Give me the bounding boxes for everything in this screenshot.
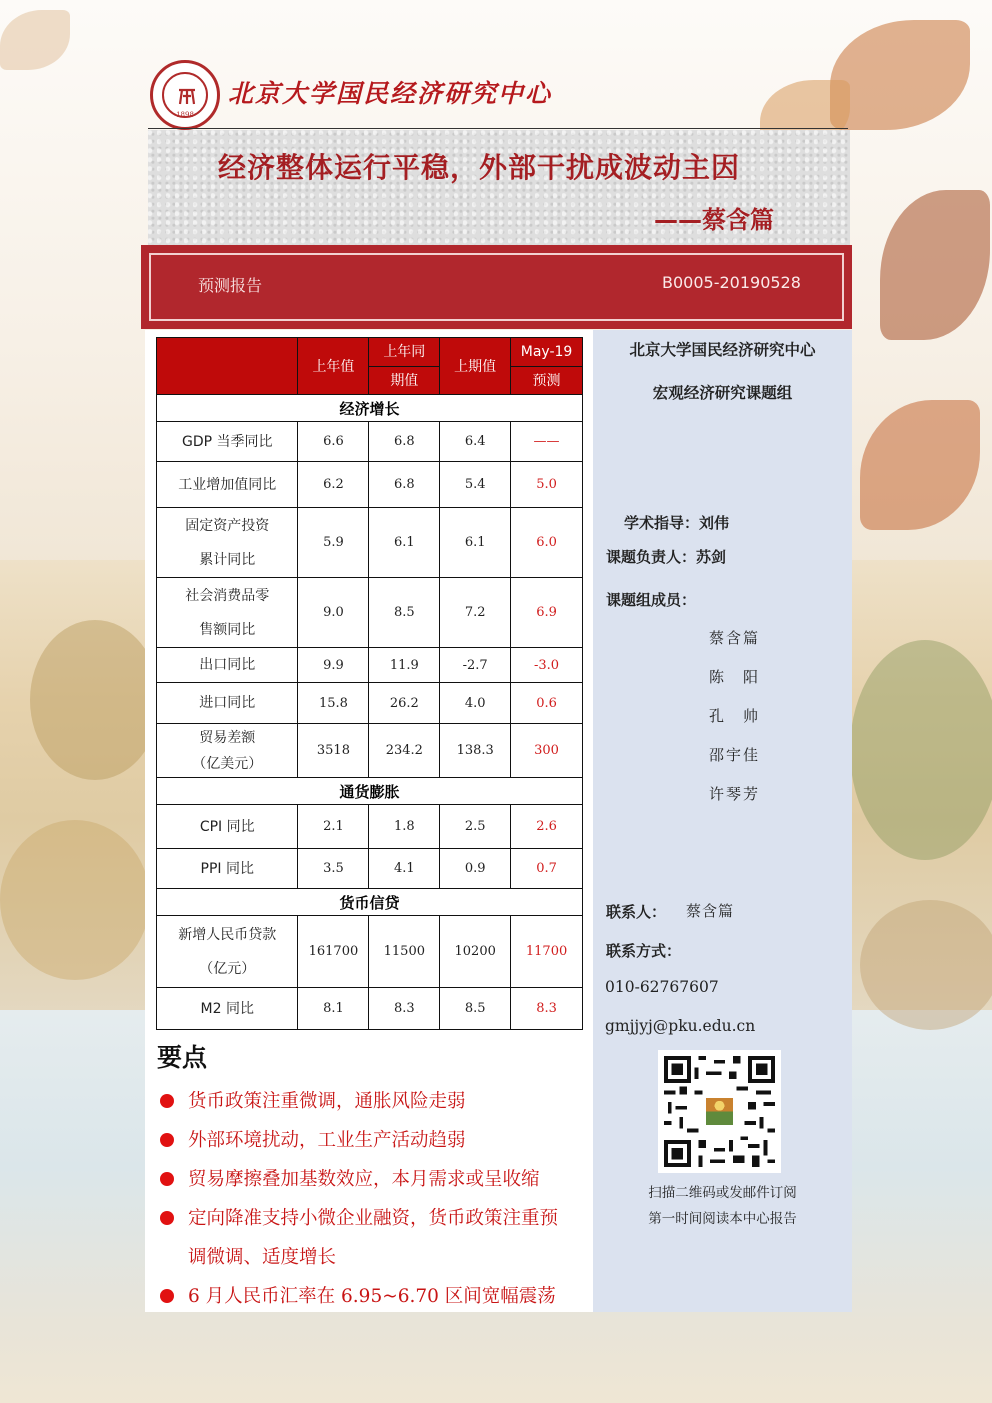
cell-forecast: 6.0 (511, 508, 583, 578)
header-prev-period: 上期值 (440, 338, 511, 395)
cell-prev-period: 6.4 (440, 422, 511, 462)
bullet-dot-icon (160, 1172, 174, 1186)
org-name: 北京大学国民经济研究中心 (228, 79, 553, 108)
section-inflation: 通货膨胀 (157, 778, 583, 805)
header-same-period-line2: 期值 (369, 366, 439, 394)
cell-forecast: 2.6 (511, 805, 583, 849)
member-name: 陈 阳 (709, 668, 761, 686)
tree-shape (850, 640, 992, 860)
subscribe-qr-code[interactable] (658, 1050, 781, 1173)
cell-forecast: 11700 (511, 916, 583, 988)
table-header-row (157, 338, 583, 395)
seal-year: 1898 (176, 111, 194, 119)
cell-prev-year: 15.8 (298, 683, 369, 724)
bullet-dot-icon (160, 1211, 174, 1225)
row-label-line2: 累计同比 (199, 551, 256, 568)
table-row (157, 422, 583, 462)
member-name: 许琴芳 (709, 785, 761, 803)
cell-prev-year: 5.9 (298, 508, 369, 578)
cell-prev-year: 8.1 (298, 988, 369, 1030)
cell-same-period: 11.9 (369, 648, 440, 683)
member-name: 孔 帅 (709, 707, 761, 725)
section-credit: 货币信贷 (157, 889, 583, 916)
row-label (157, 508, 298, 578)
qr-caption-line1: 扫描二维码或发邮件订阅 (648, 1185, 797, 1201)
header-same-period-line1: 上年同 (383, 344, 426, 360)
contact-label: 联系人： (606, 903, 667, 921)
bullet-dot-icon (160, 1094, 174, 1108)
row-label: M2 同比 (157, 988, 298, 1030)
member-name: 邵宇佳 (709, 746, 761, 764)
header-blank-cell (157, 338, 298, 395)
table-row (157, 849, 583, 889)
cell-forecast: 300 (511, 724, 583, 778)
key-point-item (157, 1199, 589, 1238)
key-point-item (157, 1082, 589, 1121)
cell-prev-period: 138.3 (440, 724, 511, 778)
cell-same-period: 11500 (369, 916, 440, 988)
cell-same-period: 26.2 (369, 683, 440, 724)
key-point-text: 调微调、适度增长 (188, 1247, 337, 1268)
forecast-table (156, 337, 583, 1030)
cell-prev-period: 10200 (440, 916, 511, 988)
table-row (157, 462, 583, 508)
tree-shape (0, 820, 150, 980)
cell-forecast: 0.7 (511, 849, 583, 889)
contact-name: 蔡含篇 (686, 902, 735, 920)
sidebar-org: 北京大学国民经济研究中心 (629, 341, 816, 359)
cell-prev-year: 9.0 (298, 578, 369, 648)
bullet-dot-icon (160, 1289, 174, 1303)
cell-forecast: 5.0 (511, 462, 583, 508)
header-prev-year: 上年值 (298, 338, 369, 395)
row-label-line2: 售额同比 (199, 621, 256, 638)
sidebar-leader: 课题负责人：苏剑 (606, 548, 727, 566)
row-label-line1: 固定资产投资 (185, 517, 270, 534)
header-forecast-line2: 预测 (511, 366, 582, 394)
cell-prev-year: 9.9 (298, 648, 369, 683)
cell-prev-period: 2.5 (440, 805, 511, 849)
tree-shape (860, 900, 992, 1030)
cell-same-period: 1.8 (369, 805, 440, 849)
key-points-list (157, 1082, 589, 1316)
contact-phone: 010-62767607 (605, 978, 719, 996)
table-row (157, 683, 583, 724)
key-point-continuation (157, 1238, 589, 1277)
seal-glyph-icon (177, 86, 197, 106)
cell-prev-year: 2.1 (298, 805, 369, 849)
section-row (157, 889, 583, 916)
table-row (157, 724, 583, 778)
row-label-line2: （亿美元） (192, 755, 263, 772)
header-forecast-line1: May-19 (520, 344, 573, 360)
contact-email[interactable]: gmjjyj@pku.edu.cn (605, 1017, 756, 1035)
cell-same-period: 234.2 (369, 724, 440, 778)
table-row (157, 916, 583, 988)
header-same-period (369, 338, 440, 395)
cell-same-period: 8.5 (369, 578, 440, 648)
key-point-text: 6 月人民币汇率在 6.95~6.70 区间宽幅震荡 (188, 1286, 556, 1307)
row-label-line1: 新增人民币贷款 (178, 926, 277, 943)
sidebar-group: 宏观经济研究课题组 (652, 384, 793, 402)
header-forecast (511, 338, 583, 395)
table-row (157, 648, 583, 683)
row-label-line1: 社会消费品零 (185, 587, 270, 604)
university-seal-logo (150, 60, 220, 130)
section-row (157, 778, 583, 805)
row-label: CPI 同比 (157, 805, 298, 849)
key-point-item (157, 1121, 589, 1160)
cell-prev-period: 5.4 (440, 462, 511, 508)
row-label (157, 724, 298, 778)
cell-prev-year: 3518 (298, 724, 369, 778)
bullet-dot-icon (160, 1133, 174, 1147)
key-point-item (157, 1160, 589, 1199)
cell-forecast: 0.6 (511, 683, 583, 724)
cell-forecast: 6.9 (511, 578, 583, 648)
cell-same-period: 6.8 (369, 422, 440, 462)
key-point-text: 外部环境扰动，工业生产活动趋弱 (188, 1130, 466, 1151)
cell-forecast: 8.3 (511, 988, 583, 1030)
cell-prev-period: 6.1 (440, 508, 511, 578)
cell-forecast: —— (511, 422, 583, 462)
cell-same-period: 8.3 (369, 988, 440, 1030)
sidebar-advisor: 学术指导：刘伟 (624, 514, 730, 532)
tree-shape (30, 620, 160, 780)
key-point-text: 贸易摩擦叠加基数效应，本月需求或呈收缩 (188, 1169, 540, 1190)
key-point-text: 货币政策注重微调，通胀风险走弱 (188, 1091, 466, 1112)
key-point-text: 定向降准支持小微企业融资，货币政策注重预 (188, 1208, 559, 1229)
contact-method-label: 联系方式： (606, 942, 682, 960)
cell-same-period: 6.8 (369, 462, 440, 508)
cell-prev-period: 0.9 (440, 849, 511, 889)
row-label-line2: （亿元） (199, 960, 256, 977)
key-point-item (157, 1277, 589, 1316)
table-row (157, 508, 583, 578)
table-row (157, 578, 583, 648)
key-points-title: 要点 (157, 1043, 208, 1072)
table-row (157, 805, 583, 849)
cell-prev-period: 4.0 (440, 683, 511, 724)
report-author: ——蔡含篇 (654, 206, 774, 234)
report-type: 预测报告 (198, 276, 263, 295)
row-label: GDP 当季同比 (157, 422, 298, 462)
qr-caption-line2: 第一时间阅读本中心报告 (648, 1211, 797, 1227)
member-name: 蔡含篇 (709, 629, 761, 647)
report-code: B0005-20190528 (662, 273, 801, 292)
row-label (157, 916, 298, 988)
cell-prev-period: 7.2 (440, 578, 511, 648)
section-row (157, 395, 583, 422)
table-row (157, 988, 583, 1030)
row-label: 工业增加值同比 (157, 462, 298, 508)
cell-same-period: 6.1 (369, 508, 440, 578)
cell-prev-year: 3.5 (298, 849, 369, 889)
section-growth: 经济增长 (157, 395, 583, 422)
sidebar-members-label: 课题组成员： (606, 591, 697, 609)
row-label-line1: 贸易差额 (199, 729, 256, 746)
row-label (157, 578, 298, 648)
cell-prev-period: 8.5 (440, 988, 511, 1030)
row-label: PPI 同比 (157, 849, 298, 889)
cell-same-period: 4.1 (369, 849, 440, 889)
row-label: 进口同比 (157, 683, 298, 724)
report-title: 经济整体运行平稳，外部干扰成波动主因 (218, 151, 741, 184)
row-label: 出口同比 (157, 648, 298, 683)
cell-forecast: -3.0 (511, 648, 583, 683)
cell-prev-year: 6.2 (298, 462, 369, 508)
header-divider (148, 128, 848, 129)
cell-prev-period: -2.7 (440, 648, 511, 683)
cell-prev-year: 6.6 (298, 422, 369, 462)
cell-prev-year: 161700 (298, 916, 369, 988)
qr-code-icon (664, 1056, 775, 1167)
